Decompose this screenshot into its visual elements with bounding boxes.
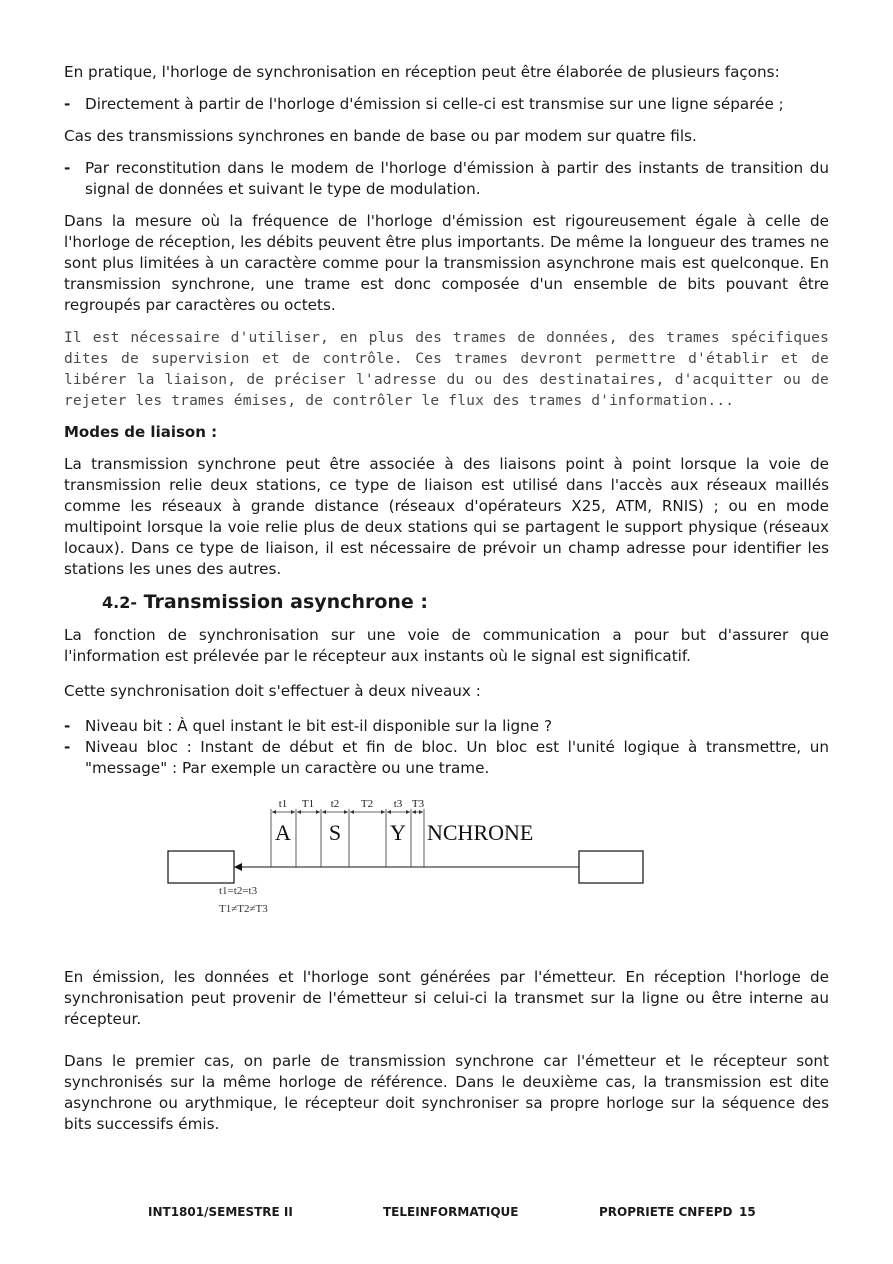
paragraph: La fonction de synchronisation sur une voie de communication a pour but d'assurer que l'information est prélevée par le récepteur aux instants où le signal est significatif. — [64, 626, 829, 665]
list-item-text: Niveau bit : À quel instant le bit est-il disponible sur la ligne ? — [85, 717, 553, 735]
interval-label: t3 — [393, 799, 403, 810]
interval-label: t2 — [330, 799, 340, 810]
section-number: 4.2- — [102, 593, 137, 612]
section-title — [102, 590, 829, 615]
paragraph: Dans la mesure où la fréquence de l'horloge d'émission est rigoureusement égale à celle de l'horloge de réception, les débits peuvent être plus importants. De même la longueur des trames ne sont plus limitées à un caractère comme pour la transmission asynchrone mais est quelconque. En transmission synchrone, une trame est donc composée d'un ensemble de bits pouvant être regroupés par caractères ou octets. — [64, 212, 829, 314]
list-item-text: Niveau bloc : Instant de début et fin de bloc. Un bloc est l'unité logique à transmettre, un "message" : Par exemple un caractère ou une trame. — [85, 738, 829, 777]
footer-course: INT1801/SEMESTRE II — [148, 1205, 293, 1219]
letter: NCHRONE — [427, 820, 534, 845]
subheading-modes: Modes de liaison : — [64, 423, 218, 441]
paragraph: La transmission synchrone peut être associée à des liaisons point à point lorsque la voie de transmission relie deux stations, ce type de liaison est utilisé dans l'accès aux réseaux maillés comme les réseaux à grande distance (réseaux d'opérateurs X25, ATM, RNIS) ; ou en mode multipoint lorsque la voie relie plus de deux stations qui se partagent le support physique (réseaux locaux). Dans ce type de liaison, il est nécessaire de prévoir un champ adresse pour identifier les stations les unes des autres. — [64, 455, 829, 578]
interval-label: t1 — [278, 799, 288, 810]
paragraph-supervision: Il est nécessaire d'utiliser, en plus des trames de données, des trames spécifiques dites de supervision et de contrôle. Ces trames devront permettre d'établir et de libérer la liaison, de préciser l'adresse du ou des destinataires, d'acquitter ou de rejeter les trames émises, de contrôler le flux des trames d'information... — [64, 329, 829, 409]
equation-t: t1=t2=t3 — [219, 885, 258, 897]
asynchronous-diagram — [64, 799, 829, 949]
list-item — [64, 716, 829, 737]
list-item — [64, 158, 829, 200]
equation-T: T1≠T2≠T3 — [219, 903, 268, 915]
interval-label: T2 — [360, 799, 374, 810]
bullet-dash: - — [64, 738, 71, 756]
footer-owner: PROPRIETE CNFEPD — [599, 1205, 733, 1219]
paragraph: En pratique, l'horloge de synchronisation en réception peut être élaborée de plusieurs façons: — [64, 63, 780, 81]
bullet-dash: - — [64, 95, 71, 113]
letter: Y — [390, 820, 406, 845]
page-number: 15 — [739, 1205, 756, 1219]
footer-subject: TELEINFORMATIQUE — [383, 1205, 519, 1219]
list-item — [64, 737, 829, 779]
letter: A — [275, 820, 291, 845]
bullet-dash: - — [64, 159, 71, 177]
list-item-text: Par reconstitution dans le modem de l'horloge d'émission à partir des instants de transition du signal de données et suivant le type de modulation. — [85, 159, 829, 198]
paragraph: Cas des transmissions synchrones en bande de base ou par modem sur quatre fils. — [64, 127, 697, 145]
interval-label: T3 — [411, 799, 425, 810]
section-title-text: Transmission asynchrone : — [136, 591, 429, 613]
paragraph: Dans le premier cas, on parle de transmission synchrone car l'émetteur et le récepteur sont synchronisés sur la même horloge de référence. Dans le deuxième cas, la transmission est dite asynchrone ou arythmique, le récepteur doit synchroniser sa propre horloge sur la séquence des bits successifs émis. — [64, 1052, 829, 1133]
receiver-box — [579, 851, 643, 883]
interval-label: T1 — [301, 799, 315, 810]
bullet-dash: - — [64, 717, 71, 735]
document-body — [64, 62, 829, 1135]
diagram-svg — [64, 799, 829, 949]
list-item — [64, 94, 829, 115]
list-item-text: Directement à partir de l'horloge d'émission si celle-ci est transmise sur une ligne séparée ; — [85, 95, 784, 113]
emitter-box — [168, 851, 234, 883]
paragraph: Cette synchronisation doit s'effectuer à deux niveaux : — [64, 682, 481, 700]
paragraph: En émission, les données et l'horloge sont générées par l'émetteur. En réception l'horloge de synchronisation peut provenir de l'émetteur si celui-ci la transmet sur la ligne ou être interne au récepteur. — [64, 968, 829, 1028]
arrow-icon — [234, 863, 242, 871]
letter: S — [328, 820, 342, 845]
